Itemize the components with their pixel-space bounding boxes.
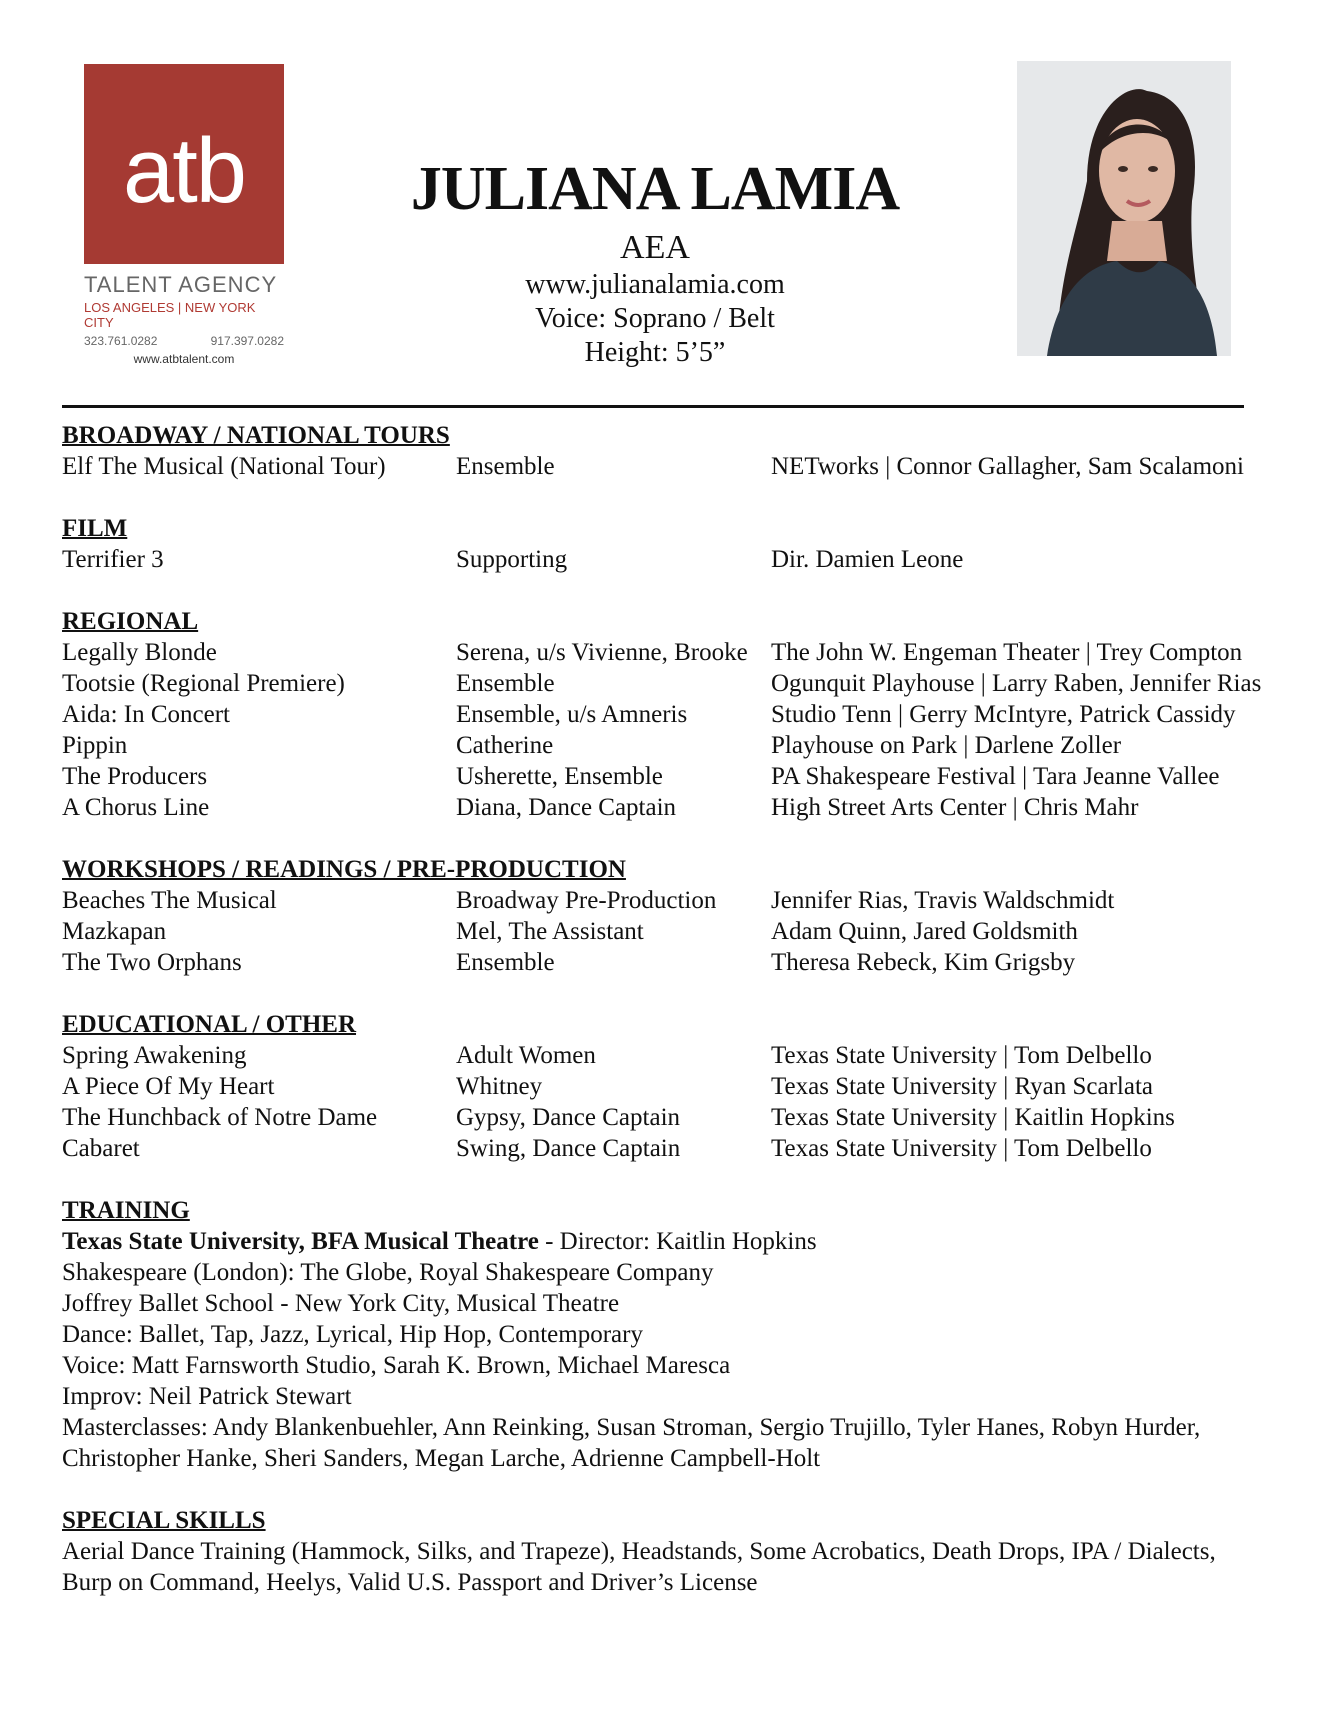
training-line: Voice: Matt Farnsworth Studio, Sarah K. Brown, Michael Maresca	[62, 1352, 731, 1379]
credit-show: The Producers	[62, 763, 208, 790]
headshot-photo	[1017, 61, 1231, 356]
credit-role: Catherine	[456, 732, 554, 759]
credit-venue: Jennifer Rias, Travis Waldschmidt	[771, 887, 1115, 914]
credit-role: Whitney	[456, 1073, 543, 1100]
training-line: Shakespeare (London): The Globe, Royal Shakespeare Company	[62, 1259, 714, 1286]
agency-logo	[84, 64, 288, 366]
credit-venue: PA Shakespeare Festival | Tara Jeanne Vallee	[771, 763, 1220, 790]
credit-role: Ensemble	[456, 453, 555, 480]
section-broadway	[62, 420, 1282, 482]
credit-row	[62, 947, 1282, 978]
section-title: WORKSHOPS / READINGS / PRE-PRODUCTION	[62, 856, 626, 883]
credit-venue: Texas State University | Kaitlin Hopkins	[771, 1104, 1175, 1131]
credit-show: A Chorus Line	[62, 794, 210, 821]
credit-row	[62, 1133, 1282, 1164]
credit-row	[62, 699, 1282, 730]
credit-role: Mel, The Assistant	[456, 918, 644, 945]
credit-role: Adult Women	[456, 1042, 596, 1069]
credit-venue: Texas State University | Tom Delbello	[771, 1042, 1152, 1069]
header-divider	[62, 405, 1244, 408]
credit-show: The Hunchback of Notre Dame	[62, 1104, 378, 1131]
credit-show: Mazkapan	[62, 918, 167, 945]
logo-phone-ny: 917.397.0282	[210, 334, 284, 348]
credit-role: Gypsy, Dance Captain	[456, 1104, 681, 1131]
section-title: BROADWAY / NATIONAL TOURS	[62, 422, 450, 449]
credit-row	[62, 761, 1282, 792]
training-line: Masterclasses: Andy Blankenbuehler, Ann Reinking, Susan Stroman, Sergio Trujillo, Tyler Hanes, Robyn Hurder,	[62, 1414, 1201, 1441]
logo-agency: TALENT AGENCY	[84, 272, 278, 297]
credit-row	[62, 730, 1282, 761]
resume-body	[62, 420, 1282, 1629]
section-title: TRAINING	[62, 1197, 190, 1224]
actor-name: JULIANA LAMIA	[410, 155, 900, 223]
credit-venue: The John W. Engeman Theater | Trey Compton	[771, 639, 1243, 666]
credit-row	[62, 1102, 1282, 1133]
training-degree	[62, 1226, 1282, 1257]
credit-venue: Theresa Rebeck, Kim Grigsby	[771, 949, 1076, 976]
credit-role: Ensemble, u/s Amneris	[456, 701, 688, 728]
section-special-skills	[62, 1505, 1282, 1598]
credit-row	[62, 668, 1282, 699]
credit-venue: NETworks | Connor Gallagher, Sam Scalamoni	[771, 453, 1244, 480]
training-line: Dance: Ballet, Tap, Jazz, Lyrical, Hip Hop, Contemporary	[62, 1321, 643, 1348]
credit-row	[62, 916, 1282, 947]
credit-show: A Piece Of My Heart	[62, 1073, 275, 1100]
height: Height: 5’5”	[584, 337, 726, 368]
website: www.julianalamia.com	[525, 269, 785, 300]
section-title: FILM	[62, 515, 128, 542]
credit-row	[62, 1040, 1282, 1071]
credit-show: Legally Blonde	[62, 639, 217, 666]
credit-role: Supporting	[456, 546, 568, 573]
credit-show: Pippin	[62, 732, 128, 759]
credit-venue: Adam Quinn, Jared Goldsmith	[771, 918, 1078, 945]
credit-row	[62, 544, 1282, 575]
credit-role: Usherette, Ensemble	[456, 763, 663, 790]
credit-show: Spring Awakening	[62, 1042, 247, 1069]
skills-line: Burp on Command, Heelys, Valid U.S. Passport and Driver’s License	[62, 1569, 758, 1596]
credit-role: Ensemble	[456, 949, 555, 976]
credit-role: Serena, u/s Vivienne, Brooke	[456, 639, 748, 666]
headshot-icon	[1017, 61, 1231, 356]
logo-mark	[84, 64, 284, 264]
section-regional	[62, 606, 1282, 823]
credit-show: Elf The Musical (National Tour)	[62, 453, 386, 480]
section-film	[62, 513, 1282, 575]
credit-row	[62, 637, 1282, 668]
logo-word: atb	[123, 120, 245, 222]
credit-venue: Dir. Damien Leone	[771, 546, 964, 573]
credit-show: The Two Orphans	[62, 949, 242, 976]
credit-show: Aida: In Concert	[62, 701, 231, 728]
logo-phones	[84, 334, 284, 348]
section-title: SPECIAL SKILLS	[62, 1507, 266, 1534]
voice-type: Voice: Soprano / Belt	[535, 303, 775, 334]
credit-venue: High Street Arts Center | Chris Mahr	[771, 794, 1139, 821]
section-educational	[62, 1009, 1282, 1164]
credit-show: Beaches The Musical	[62, 887, 277, 914]
credit-venue: Studio Tenn | Gerry McIntyre, Patrick Cassidy	[771, 701, 1236, 728]
section-title: REGIONAL	[62, 608, 199, 635]
training-degree-school: Texas State University, BFA Musical Theatre	[62, 1228, 539, 1255]
credit-role: Ensemble	[456, 670, 555, 697]
credit-role: Diana, Dance Captain	[456, 794, 677, 821]
credit-venue: Texas State University | Ryan Scarlata	[771, 1073, 1154, 1100]
training-line: Christopher Hanke, Sheri Sanders, Megan Larche, Adrienne Campbell-Holt	[62, 1445, 821, 1472]
credit-role: Swing, Dance Captain	[456, 1135, 681, 1162]
logo-cities: LOS ANGELES | NEW YORK CITY	[84, 300, 256, 330]
credit-venue: Playhouse on Park | Darlene Zoller	[771, 732, 1122, 759]
training-line: Joffrey Ballet School - New York City, Musical Theatre	[62, 1290, 620, 1317]
union: AEA	[620, 229, 690, 266]
credit-venue: Ogunquit Playhouse | Larry Raben, Jennifer Rias	[771, 670, 1262, 697]
credit-row	[62, 1071, 1282, 1102]
section-workshops	[62, 854, 1282, 978]
logo-phone-la: 323.761.0282	[84, 334, 158, 348]
credit-row	[62, 792, 1282, 823]
training-degree-director: - Director: Kaitlin Hopkins	[538, 1228, 817, 1255]
credit-show: Terrifier 3	[62, 546, 164, 573]
skills-line: Aerial Dance Training (Hammock, Silks, and Trapeze), Headstands, Some Acrobatics, Death Drops, IPA / Dialects,	[62, 1538, 1216, 1565]
credit-show: Tootsie (Regional Premiere)	[62, 670, 345, 697]
credit-row	[62, 885, 1282, 916]
section-title: EDUCATIONAL / OTHER	[62, 1011, 357, 1038]
section-training	[62, 1195, 1282, 1474]
resume-header	[380, 155, 930, 370]
credit-row	[62, 451, 1282, 482]
training-line: Improv: Neil Patrick Stewart	[62, 1383, 352, 1410]
credit-venue: Texas State University | Tom Delbello	[771, 1135, 1152, 1162]
credit-show: Cabaret	[62, 1135, 140, 1162]
logo-site: www.atbtalent.com	[133, 352, 235, 366]
credit-role: Broadway Pre-Production	[456, 887, 717, 914]
